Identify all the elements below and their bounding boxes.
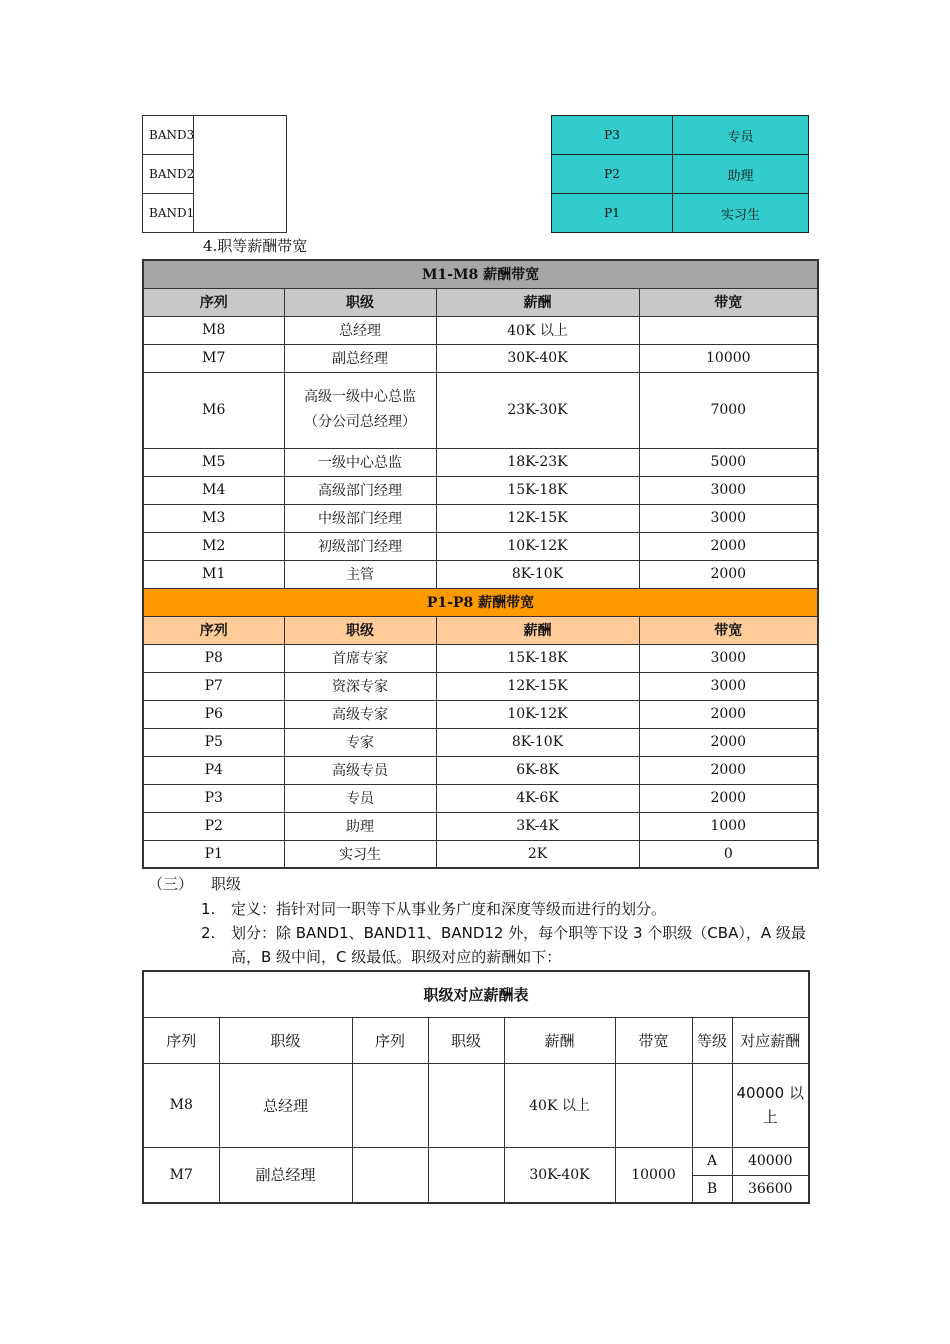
table-cell: P3 xyxy=(143,784,284,812)
table-cell xyxy=(352,1063,428,1147)
p-fragment-table xyxy=(551,115,809,233)
table-cell: 2000 xyxy=(639,700,818,728)
list-number: 1. xyxy=(201,900,216,918)
table-cell: 2000 xyxy=(639,560,818,588)
table-cell: 助理 xyxy=(284,812,436,840)
table-cell: 0 xyxy=(639,840,818,868)
table-cell xyxy=(692,1063,732,1147)
table-cell: 8K-10K xyxy=(436,560,639,588)
table-cell: 主管 xyxy=(284,560,436,588)
column-header: 薪酬 xyxy=(504,1017,615,1063)
table-cell: 5000 xyxy=(639,448,818,476)
table-cell: P2 xyxy=(143,812,284,840)
table-cell: M7 xyxy=(143,344,284,372)
column-header: 薪酬 xyxy=(436,288,639,316)
table-cell: 10K-12K xyxy=(436,532,639,560)
table-cell: 总经理 xyxy=(284,316,436,344)
table-row xyxy=(143,316,818,344)
table-row xyxy=(552,116,809,155)
table-row xyxy=(143,372,818,448)
column-header: 对应薪酬 xyxy=(732,1017,809,1063)
table-row xyxy=(143,840,818,868)
table-row xyxy=(143,756,818,784)
table-cell: 初级部门经理 xyxy=(284,532,436,560)
table-cell: P4 xyxy=(143,756,284,784)
band-fragment-table xyxy=(142,115,287,233)
table-header-row xyxy=(143,1017,809,1063)
p-name: 实习生 xyxy=(673,194,809,233)
column-header: 等级 xyxy=(692,1017,732,1063)
table-cell: 23K-30K xyxy=(436,372,639,448)
list-item xyxy=(201,921,811,969)
table-cell: M7 xyxy=(143,1147,219,1203)
table-cell: 中级部门经理 xyxy=(284,504,436,532)
column-header: 薪酬 xyxy=(436,616,639,644)
section-marker: （三） xyxy=(148,875,194,893)
grade-salary-table xyxy=(142,970,810,1204)
table-cell: 3000 xyxy=(639,672,818,700)
table-cell: 副总经理 xyxy=(284,344,436,372)
table-cell: M5 xyxy=(143,448,284,476)
table-cell: 一级中心总监 xyxy=(284,448,436,476)
table-cell: 专员 xyxy=(284,784,436,812)
list-text: 划分：除 BAND1、BAND11、BAND12 外，每个职等下设 3 个职级（CBA），A 级最高，B 级中间，C 级最低。职级对应的薪酬如下： xyxy=(231,924,806,966)
table-row xyxy=(143,116,287,155)
section-heading: 4.职等薪酬带宽 xyxy=(203,237,308,255)
table-cell: A xyxy=(692,1147,732,1175)
table-cell: 15K-18K xyxy=(436,476,639,504)
table-cell xyxy=(428,1063,504,1147)
table-cell: M1 xyxy=(143,560,284,588)
table-cell: M4 xyxy=(143,476,284,504)
column-header: 职级 xyxy=(284,288,436,316)
table-cell: 3000 xyxy=(639,504,818,532)
table-row xyxy=(143,560,818,588)
p-code: P3 xyxy=(552,116,673,155)
list-number: 2. xyxy=(201,924,216,942)
p-code: P2 xyxy=(552,155,673,194)
m-table-title: M1-M8 薪酬带宽 xyxy=(143,260,818,288)
p-name: 助理 xyxy=(673,155,809,194)
table-title-row xyxy=(143,260,818,288)
table-cell: M8 xyxy=(143,316,284,344)
band-label: BAND1 xyxy=(143,194,194,233)
table-cell: M6 xyxy=(143,372,284,448)
table-row xyxy=(143,448,818,476)
table-cell: 总经理 xyxy=(219,1063,352,1147)
table-cell: 30K-40K xyxy=(436,344,639,372)
table-cell: 高级一级中心总监（分公司总经理） xyxy=(284,372,436,448)
table-cell: M3 xyxy=(143,504,284,532)
table-cell: M2 xyxy=(143,532,284,560)
table-cell: 2K xyxy=(436,840,639,868)
table-cell: 10000 xyxy=(615,1147,692,1203)
table-cell xyxy=(615,1063,692,1147)
table-cell: 15K-18K xyxy=(436,644,639,672)
column-header: 序列 xyxy=(352,1017,428,1063)
table-cell: 10K-12K xyxy=(436,700,639,728)
table-cell: P6 xyxy=(143,700,284,728)
column-header: 序列 xyxy=(143,1017,219,1063)
column-header: 职级 xyxy=(428,1017,504,1063)
table-cell: 40000 xyxy=(732,1147,809,1175)
column-header: 序列 xyxy=(143,288,284,316)
band-label: BAND3 xyxy=(143,116,194,155)
column-header: 职级 xyxy=(284,616,436,644)
table-cell: 4K-6K xyxy=(436,784,639,812)
grade-table-title: 职级对应薪酬表 xyxy=(143,971,809,1017)
column-header: 带宽 xyxy=(615,1017,692,1063)
table-cell: 高级专员 xyxy=(284,756,436,784)
table-row xyxy=(143,672,818,700)
table-cell: 2000 xyxy=(639,728,818,756)
table-row xyxy=(143,728,818,756)
column-header: 带宽 xyxy=(639,288,818,316)
p-table-title: P1-P8 薪酬带宽 xyxy=(143,588,818,616)
table-row xyxy=(143,1063,809,1147)
list-text: 定义：指针对同一职等下从事业务广度和深度等级而进行的划分。 xyxy=(231,900,667,918)
table-cell: 副总经理 xyxy=(219,1147,352,1203)
band-blank-cell xyxy=(194,116,287,233)
table-cell: 12K-15K xyxy=(436,672,639,700)
table-row xyxy=(143,476,818,504)
table-cell: 高级专家 xyxy=(284,700,436,728)
table-row xyxy=(552,155,809,194)
table-cell: 8K-10K xyxy=(436,728,639,756)
table-row xyxy=(143,812,818,840)
band-label: BAND2 xyxy=(143,155,194,194)
table-cell: 12K-15K xyxy=(436,504,639,532)
table-cell: 2000 xyxy=(639,784,818,812)
table-cell: P5 xyxy=(143,728,284,756)
table-title-row xyxy=(143,588,818,616)
table-row xyxy=(143,784,818,812)
table-row xyxy=(143,1147,809,1175)
table-row xyxy=(143,532,818,560)
p-name: 专员 xyxy=(673,116,809,155)
table-row xyxy=(143,644,818,672)
table-header-row xyxy=(143,288,818,316)
table-cell: 高级部门经理 xyxy=(284,476,436,504)
table-cell: 40K 以上 xyxy=(436,316,639,344)
table-row xyxy=(143,700,818,728)
table-cell: 30K-40K xyxy=(504,1147,615,1203)
table-cell: 专家 xyxy=(284,728,436,756)
section-label: 职级 xyxy=(211,875,242,893)
p-code: P1 xyxy=(552,194,673,233)
table-cell: 40000 以上 xyxy=(732,1063,809,1147)
table-cell: 40K 以上 xyxy=(504,1063,615,1147)
table-cell: 实习生 xyxy=(284,840,436,868)
table-title-row xyxy=(143,971,809,1017)
table-cell: P7 xyxy=(143,672,284,700)
table-cell xyxy=(352,1147,428,1203)
table-header-row xyxy=(143,616,818,644)
table-cell: M8 xyxy=(143,1063,219,1147)
list-item xyxy=(201,897,666,921)
table-cell: 18K-23K xyxy=(436,448,639,476)
table-cell: 36600 xyxy=(732,1175,809,1203)
table-cell: P8 xyxy=(143,644,284,672)
column-header: 职级 xyxy=(219,1017,352,1063)
table-cell: 首席专家 xyxy=(284,644,436,672)
table-cell: B xyxy=(692,1175,732,1203)
table-cell: 3000 xyxy=(639,476,818,504)
salary-band-table xyxy=(142,259,819,869)
table-cell: 2000 xyxy=(639,532,818,560)
section-heading xyxy=(148,874,241,894)
table-cell: 6K-8K xyxy=(436,756,639,784)
column-header: 带宽 xyxy=(639,616,818,644)
table-cell: P1 xyxy=(143,840,284,868)
table-cell: 2000 xyxy=(639,756,818,784)
table-row xyxy=(143,504,818,532)
table-cell: 3000 xyxy=(639,644,818,672)
table-cell: 10000 xyxy=(639,344,818,372)
table-row xyxy=(143,344,818,372)
table-cell xyxy=(639,316,818,344)
table-cell: 1000 xyxy=(639,812,818,840)
table-cell: 资深专家 xyxy=(284,672,436,700)
table-cell: 3K-4K xyxy=(436,812,639,840)
column-header: 序列 xyxy=(143,616,284,644)
table-row xyxy=(552,194,809,233)
table-cell: 7000 xyxy=(639,372,818,448)
table-cell xyxy=(428,1147,504,1203)
